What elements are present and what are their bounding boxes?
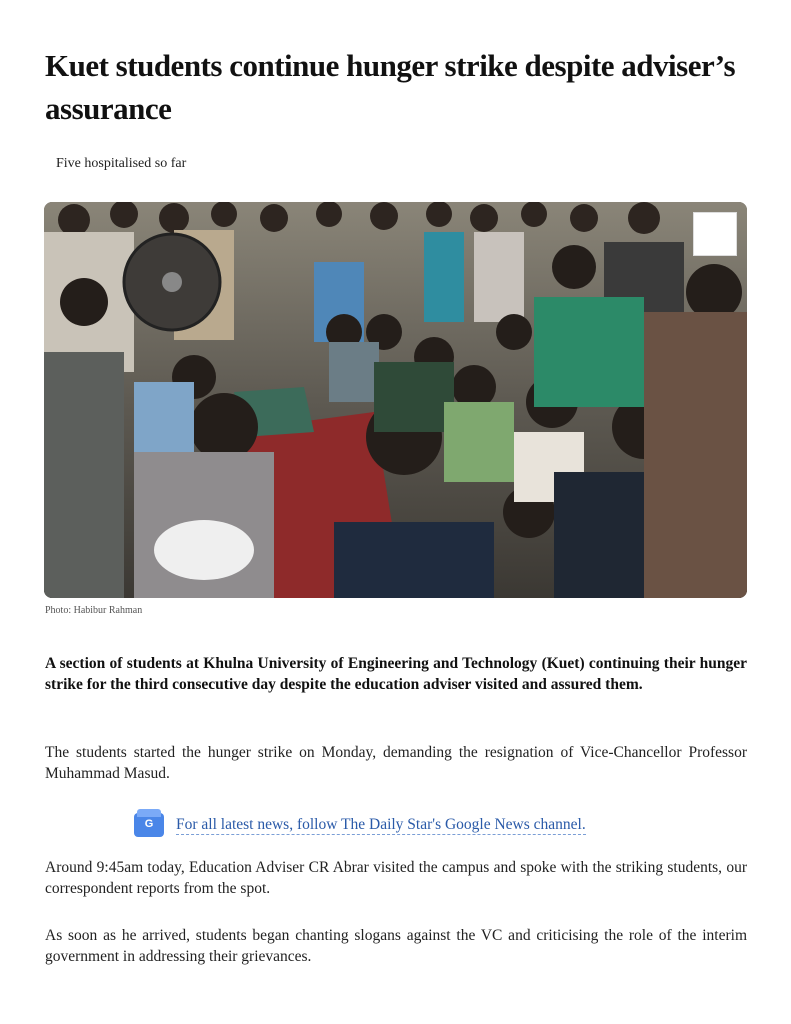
article-headline: Kuet students continue hunger strike despite adviser’s assurance	[45, 48, 736, 126]
photo-overlay-badge	[693, 212, 737, 256]
article-paragraph: Around 9:45am today, Education Adviser CR Abrar visited the campus and spoke with the striking students, our correspondent reports from the spot.	[45, 859, 747, 897]
google-news-icon[interactable]	[134, 813, 164, 837]
google-news-link[interactable]: For all latest news, follow The Daily Star's Google News channel.	[176, 815, 586, 833]
google-news-promo[interactable]	[134, 812, 586, 838]
article-subhead: Five hospitalised so far	[56, 156, 187, 171]
photo-credit: Photo: Habibur Rahman	[45, 605, 143, 616]
article-paragraph: The students started the hunger strike on Monday, demanding the resignation of Vice-Chancellor Professor Muhammad Masud.	[45, 744, 747, 782]
article-lead: A section of students at Khulna University of Engineering and Technology (Kuet) continuing their hunger strike for the third consecutive day despite the education adviser visited and assured them.	[45, 655, 747, 693]
article-paragraph: As soon as he arrived, students began chanting slogans against the VC and criticising the role of the interim government in addressing their grievances.	[45, 927, 747, 965]
photo-illustration	[44, 202, 747, 598]
article-photo	[44, 202, 747, 598]
google-news-icon-text: G	[144, 818, 154, 830]
